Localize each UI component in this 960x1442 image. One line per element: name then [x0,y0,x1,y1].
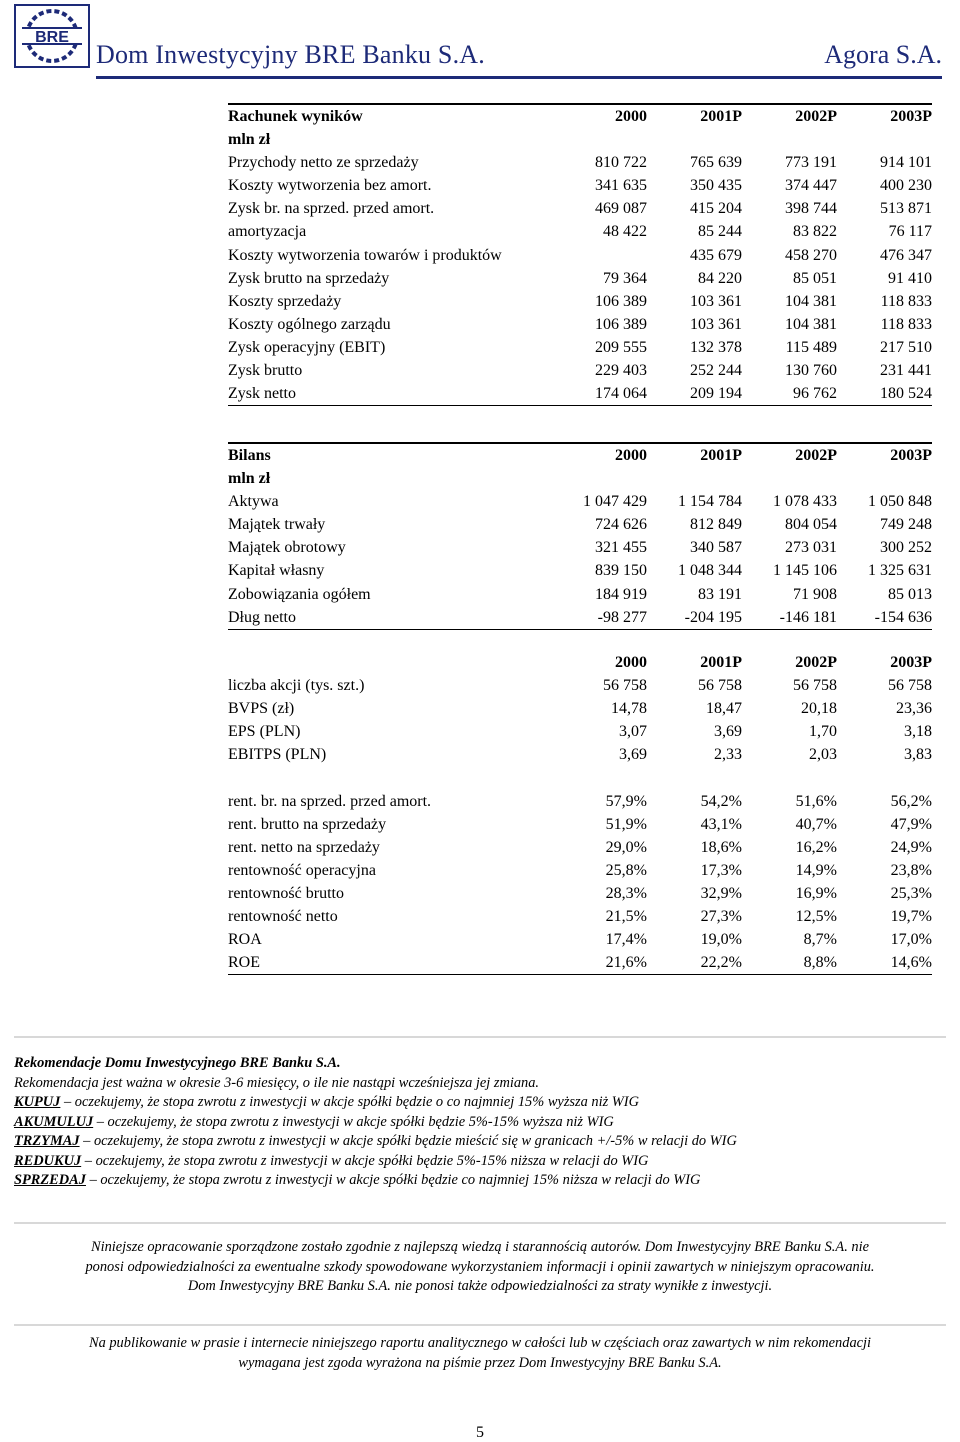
recommendation-keyword: KUPUJ [14,1094,61,1110]
cell-value: 103 361 [690,292,742,310]
cell-value [543,244,647,267]
cell-value: 17,4% [605,931,647,949]
cell-value: 1 154 784 [678,493,742,511]
balance-title: Bilans [228,447,271,464]
cell-value: 47,9% [890,815,932,833]
cell-value: 341 635 [595,177,647,195]
row-label: rent. netto na sprzedaży [228,838,380,856]
cell-value: 85 051 [793,269,837,287]
cell-value: 23,36 [896,700,932,718]
recommendation-item [14,1132,944,1152]
cell-value: 804 054 [785,516,837,534]
cell-value: 374 447 [785,177,837,195]
cell-value: 17,0% [890,931,932,949]
cell-value: 229 403 [595,362,647,380]
recommendation-text: – oczekujemy, że stopa zwrotu z inwestycji w akcje spółki będzie co najmniej 15% niższa w relacji do WIG [85,1172,701,1188]
ratios-table [228,651,932,975]
logo-text: BRE [35,29,69,46]
cell-value: 71 908 [793,585,837,603]
table-row [228,359,932,382]
cell-value: 724 626 [595,516,647,534]
cell-value: 16,2% [795,838,837,856]
row-label: Zysk br. na sprzed. przed amort. [228,200,435,218]
publication-line: wymagana jest zgoda wyrażona na piśmie przez Dom Inwestycyjny BRE Banku S.A. [238,1354,722,1371]
cell-value: 3,69 [619,746,647,764]
table-row [228,382,932,406]
cell-value: 84 220 [698,269,742,287]
year-header: 2001P [700,447,742,464]
table-row [228,244,932,267]
cell-value: 56,2% [890,792,932,810]
cell-value: 458 270 [785,246,837,264]
cell-value: 839 150 [595,562,647,580]
row-label: Zobowiązania ogółem [228,585,371,603]
recommendation-text: – oczekujemy, że stopa zwrotu z inwestycji w akcje spółki będzie mieścić się w granicach +/-5% w relacji do WIG [79,1133,737,1149]
cell-value: 350 435 [690,177,742,195]
cell-value: 57,9% [605,792,647,810]
cell-value: 1 078 433 [773,493,837,511]
cell-value: 398 744 [785,200,837,218]
cell-value: 469 087 [595,200,647,218]
publication-line: Na publikowanie w prasie i internecie niniejszego raportu analitycznego w całości lub w częściach oraz zawartych w nim rekomendacji [88,1335,872,1351]
cell-value: -146 181 [779,608,837,626]
row-label: rentowność netto [228,908,338,926]
row-label: Majątek obrotowy [228,539,346,557]
unit-label: mln zł [228,131,271,149]
cell-value: 85 013 [888,585,932,603]
cell-value: 51,9% [605,815,647,833]
row-label: Aktywa [228,493,279,511]
cell-value: 1 048 344 [678,562,742,580]
row-label: Dług netto [228,608,296,626]
row-label: Koszty wytworzenia towarów i produktów [228,246,502,264]
cell-value: 252 244 [690,362,742,380]
cell-value: 22,2% [700,954,742,972]
year-header: 2001P [700,108,742,125]
cell-value: 25,3% [890,884,932,902]
cell-value: 14,9% [795,861,837,879]
cell-value: 28,3% [605,884,647,902]
cell-value: 21,5% [605,908,647,926]
cell-value: 1 050 848 [868,493,932,511]
disclaimer-line: ponosi odpowiedzialności za ewentualne szkody spowodowane wykorzystaniem informacji i opinii zawartych w niniejszym opracowaniu. [85,1258,875,1275]
cell-value: 209 555 [595,338,647,356]
cell-value: 56 758 [698,677,742,695]
cell-value: 48 422 [603,223,647,241]
cell-value: 765 639 [690,154,742,172]
table-row [228,267,932,290]
row-label: amortyzacja [228,223,307,241]
header-rule [96,76,942,79]
year-header: 2002P [795,447,837,464]
recommendation-text: – oczekujemy, że stopa zwrotu z inwestycji w akcje spółki będzie 5%-15% wyższa niż WIG [93,1113,614,1130]
year-header: 2000 [615,654,647,671]
cell-value: 16,9% [795,884,837,902]
cell-value: 76 117 [888,223,932,241]
income-unit-row [228,128,932,151]
bre-logo-mark [16,6,88,66]
row-label: Zysk brutto na sprzedaży [228,269,390,287]
row-label: rentowność brutto [228,884,344,902]
page-number: 5 [476,1424,484,1441]
cell-value: 773 191 [785,154,837,172]
table-row [228,674,932,697]
table-row [228,197,932,220]
row-label: rentowność operacyjna [228,861,376,879]
cell-value: 415 204 [690,200,742,218]
row-label: Koszty sprzedaży [228,292,342,310]
row-label: ROE [228,954,260,972]
table-row [228,536,932,559]
cell-value: 1 047 429 [583,493,647,511]
cell-value: 56 758 [603,677,647,695]
table-row [228,720,932,743]
cell-value: 749 248 [880,516,932,534]
balance-sheet-table [228,442,932,630]
table-row [228,697,932,720]
cell-value: 23,8% [890,861,932,879]
cell-value: 300 252 [880,539,932,557]
table-row [228,859,932,882]
cell-value: 209 194 [690,385,742,403]
cell-value: 104 381 [785,315,837,333]
cell-value: 3,07 [619,723,647,741]
table-row [228,336,932,359]
section-divider [14,1324,946,1326]
year-header: 2000 [615,447,647,464]
table-row [228,836,932,859]
cell-value: 174 064 [595,385,647,403]
cell-value: 18,6% [700,838,742,856]
cell-value: 1 145 106 [773,562,837,580]
cell-value: -98 277 [597,608,647,626]
table-row [228,813,932,836]
cell-value: 1,70 [809,723,837,741]
cell-value: -204 195 [684,608,742,626]
row-label: BVPS (zł) [228,700,295,718]
row-label: rent. brutto na sprzedaży [228,815,387,833]
recommendation-text: – oczekujemy, że stopa zwrotu z inwestycji w akcje spółki będzie 5%-15% niższa w relacji do WIG [81,1152,649,1169]
year-header: 2003P [890,108,932,125]
cell-value: 25,8% [605,861,647,879]
cell-value: 83 191 [698,585,742,603]
bre-logo [14,4,90,68]
year-header: 2002P [795,654,837,671]
section-divider [14,1036,946,1038]
company-title: Agora S.A. [824,40,942,69]
table-row [228,882,932,905]
cell-value: 85 244 [698,223,742,241]
table-row [228,290,932,313]
cell-value: -154 636 [874,608,932,626]
recommendation-item [14,1093,944,1113]
year-header: 2002P [795,108,837,125]
table-row [228,490,932,513]
year-header: 2001P [700,654,742,671]
cell-value: 513 871 [880,200,932,218]
cell-value: 56 758 [888,677,932,695]
row-label: Zysk netto [228,385,296,403]
table-row [228,606,932,630]
cell-value: 96 762 [793,385,837,403]
cell-value: 217 510 [880,338,932,356]
cell-value: 103 361 [690,315,742,333]
recommendation-item [14,1152,944,1172]
row-label: EPS (PLN) [228,723,301,741]
cell-value: 19,0% [700,931,742,949]
cell-value: 1 325 631 [868,562,932,580]
table-row [228,583,932,606]
cell-value: 2,33 [714,746,742,764]
cell-value: 180 524 [880,385,932,403]
cell-value: 3,83 [904,746,932,764]
ratios-header-row [228,651,932,674]
cell-value: 8,8% [803,954,837,972]
table-row [228,220,932,243]
cell-value: 83 822 [793,223,837,241]
cell-value: 8,7% [803,931,837,949]
disclaimer-line: Niniejsze opracowanie sporządzone zostało zgodnie z najlepszą wiedzą i starannością autorów. Dom Inwestycyjny BRE Banku S.A. nie [91,1239,869,1255]
year-header: 2003P [890,447,932,464]
cell-value: 14,6% [890,954,932,972]
cell-value: 184 919 [595,585,647,603]
cell-value: 20,18 [801,700,837,718]
table-row [228,928,932,951]
cell-value: 56 758 [793,677,837,695]
cell-value: 321 455 [595,539,647,557]
cell-value: 51,6% [795,792,837,810]
cell-value: 340 587 [690,539,742,557]
income-header-row [228,103,932,128]
cell-value: 3,18 [904,723,932,741]
broker-title: Dom Inwestycyjny BRE Banku S.A. [96,40,485,69]
balance-unit-row [228,467,932,490]
cell-value: 2,03 [809,746,837,764]
row-label: liczba akcji (tys. szt.) [228,677,365,695]
row-label: Kapitał własny [228,562,325,580]
balance-header-row [228,442,932,467]
recommendation-keyword: REDUKUJ [14,1152,82,1169]
cell-value: 273 031 [785,539,837,557]
cell-value: 21,6% [605,954,647,972]
cell-value: 115 489 [785,338,837,356]
cell-value: 54,2% [700,792,742,810]
recommendations-validity: Rekomendacja jest ważna w okresie 3-6 miesięcy, o ile nie nastąpi wcześniejsza jej zmiana. [14,1074,540,1091]
unit-label: mln zł [228,470,271,488]
table-row [228,790,932,813]
cell-value: 130 760 [785,362,837,380]
row-label: Zysk operacyjny (EBIT) [228,338,386,356]
cell-value: 14,78 [611,700,647,718]
cell-value: 24,9% [890,838,932,856]
cell-value: 104 381 [785,292,837,310]
section-divider [14,1222,946,1224]
cell-value: 12,5% [795,908,837,926]
table-row [228,951,932,975]
cell-value: 106 389 [595,315,647,333]
recommendation-keyword: SPRZEDAJ [14,1172,86,1188]
row-label: Przychody netto ze sprzedaży [228,154,419,172]
table-row [228,559,932,582]
table-row [228,313,932,336]
cell-value: 29,0% [605,838,647,856]
cell-value: 32,9% [700,884,742,902]
cell-value: 91 410 [888,269,932,287]
year-header: 2003P [890,654,932,671]
cell-value: 132 378 [690,338,742,356]
income-statement-table [228,103,932,406]
row-label: Majątek trwały [228,516,326,534]
cell-value: 118 833 [880,292,932,310]
cell-value: 476 347 [880,246,932,264]
row-label: Zysk brutto [228,362,303,380]
recommendation-keyword: AKUMULUJ [14,1113,94,1130]
cell-value: 400 230 [880,177,932,195]
publication-notice [14,1334,946,1373]
cell-value: 43,1% [700,815,742,833]
row-label: Koszty ogólnego zarządu [228,315,391,333]
disclaimer-line: Dom Inwestycyjny BRE Banku S.A. nie ponosi także odpowiedzialności za straty wynikłe z inwestycji. [187,1278,773,1294]
disclaimer [14,1238,946,1297]
recommendation-text: – oczekujemy, że stopa zwrotu z inwestycji w akcje spółki będzie o co najmniej 15% wyższa niż WIG [60,1094,639,1110]
row-label: EBITPS (PLN) [228,746,327,764]
table-row [228,151,932,174]
cell-value: 3,69 [714,723,742,741]
cell-value: 435 679 [690,246,742,264]
cell-value: 914 101 [880,154,932,172]
row-label: rent. br. na sprzed. przed amort. [228,792,432,810]
recommendation-item [14,1171,944,1191]
cell-value: 18,47 [706,700,742,718]
table-row [228,905,932,928]
recommendations-section [14,1054,944,1191]
income-title: Rachunek wyników [228,108,363,125]
cell-value: 40,7% [795,815,837,833]
cell-value: 19,7% [890,908,932,926]
table-row [228,743,932,766]
year-header: 2000 [615,108,647,125]
cell-value: 118 833 [880,315,932,333]
cell-value: 812 849 [690,516,742,534]
recommendation-item [14,1113,944,1133]
spacer-row [228,766,932,789]
cell-value: 231 441 [880,362,932,380]
cell-value: 810 722 [595,154,647,172]
recommendation-keyword: TRZYMAJ [14,1133,80,1149]
cell-value: 106 389 [595,292,647,310]
cell-value: 17,3% [700,861,742,879]
row-label: Koszty wytworzenia bez amort. [228,177,432,195]
row-label: ROA [228,931,262,949]
table-row [228,513,932,536]
recommendations-title: Rekomendacje Domu Inwestycyjnego BRE Banku S.A. [14,1055,341,1071]
cell-value: 79 364 [603,269,647,287]
cell-value: 27,3% [700,908,742,926]
table-row [228,174,932,197]
